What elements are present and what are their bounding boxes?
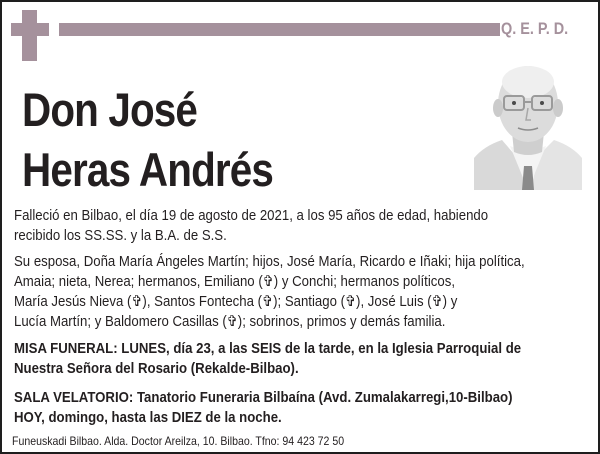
wake-paragraph (14, 388, 513, 428)
wake-line: SALA VELATORIO: Tanatorio Funeraria Bilbaína (Avd. Zumalakarregi,10-Bilbao) (14, 389, 513, 406)
funeral-line: MISA FUNERAL: LUNES, día 23, a las SEIS de la tarde, en la Iglesia Parroquial de (14, 340, 522, 357)
funeral-mass-paragraph (14, 339, 521, 379)
death-line: Falleció en Bilbao, el día 19 de agosto de 2021, a los 95 años de edad, habiendo (14, 207, 489, 224)
funeral-home-footer: Funeuskadi Bilbao. Alda. Doctor Areilza, 10. Bilbao. Tfno: 94 423 72 50 (12, 434, 345, 448)
family-line: Amaia; nieta, Nerea; hermanos, Emiliano (✞) y Conchi; hermanos políticos, (14, 273, 455, 290)
qepd-label: Q. E. P. D. (501, 19, 569, 38)
family-line: Lucía Martín; y Baldomero Casillas (✞); sobrinos, primos y demás familia. (14, 313, 446, 330)
family-paragraph (14, 252, 525, 332)
wake-line: HOY, domingo, hasta las DIEZ de la noche. (14, 409, 282, 426)
funeral-line: Nuestra Señora del Rosario (Rekalde-Bilbao). (14, 360, 299, 377)
name-line-1: Don José (22, 83, 198, 136)
death-paragraph (14, 206, 488, 246)
header-rule (59, 23, 500, 36)
cross-icon-bar (11, 23, 49, 36)
name-line-2: Heras Andrés (22, 143, 274, 196)
deceased-name (22, 80, 273, 200)
family-line: Su esposa, Doña María Ángeles Martín; hijos, José María, Ricardo e Iñaki; hija política, (14, 253, 525, 270)
family-line: María Jesús Nieva (✞), Santos Fontecha (✞); Santiago (✞), José Luis (✞) y (14, 293, 458, 310)
death-line: recibido los SS.SS. y la B.A. de S.S. (14, 227, 227, 244)
portrait-photo (474, 62, 582, 190)
